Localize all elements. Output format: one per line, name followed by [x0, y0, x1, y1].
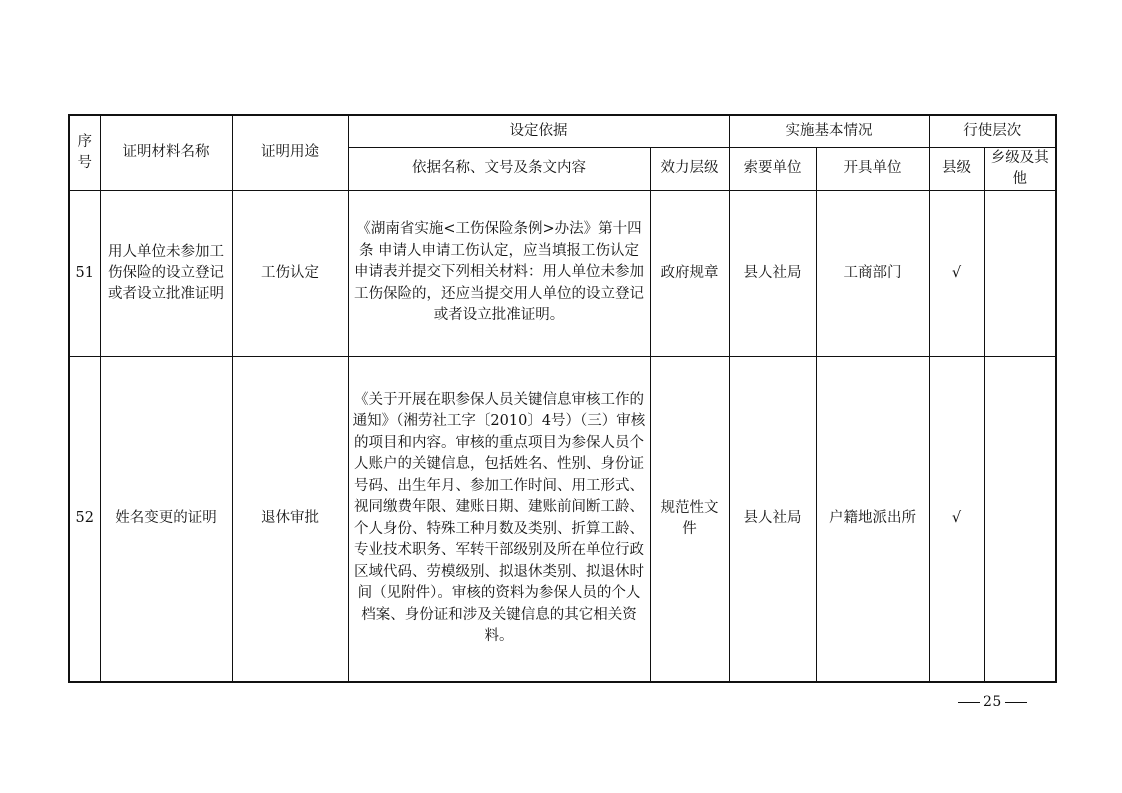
table-row	[69, 190, 1056, 356]
header-township: 乡级及其他	[984, 147, 1056, 190]
cell-seq: 51	[69, 190, 100, 356]
header-issuing-unit: 开具单位	[816, 147, 929, 190]
header-seq: 序号	[69, 115, 100, 190]
header-basis-group: 设定依据	[348, 115, 729, 147]
header-impl-group: 实施基本情况	[729, 115, 929, 147]
header-county: 县级	[929, 147, 984, 190]
certificate-table	[68, 114, 1057, 683]
cell-legal-level: 规范性文件	[650, 356, 729, 682]
cell-issuing-unit: 户籍地派出所	[816, 356, 929, 682]
cell-seq: 52	[69, 356, 100, 682]
cell-township	[984, 190, 1056, 356]
cell-requesting-unit: 县人社局	[729, 356, 816, 682]
header-row-1	[69, 115, 1056, 147]
cell-basis: 《关于开展在职参保人员关键信息审核工作的通知》（湘劳社工字〔2010〕4号）（三）审核的项目和内容。审核的重点项目为参保人员个人账户的关键信息，包括姓名、性别、身份证号码、出生年月、参加工作时间、用工形式、视同缴费年限、建账日期、建账前间断工龄、个人身份、特殊工种月数及类别、折算工龄、专业技术职务、军转干部级别及所在单位行政区域代码、劳模级别、拟退休类别、拟退休时间（见附件）。审核的资料为参保人员的个人档案、身份证和涉及关键信息的其它相关资料。	[348, 356, 650, 682]
cell-requesting-unit: 县人社局	[729, 190, 816, 356]
header-basis-text: 依据名称、文号及条文内容	[348, 147, 650, 190]
page-number	[955, 694, 1030, 710]
cell-material-name: 用人单位未参加工伤保险的设立登记或者设立批准证明	[100, 190, 232, 356]
cell-basis: 《湖南省实施<工伤保险条例>办法》第十四条 申请人申请工伤认定，应当填报工伤认定申请表并提交下列相关材料：用人单位未参加工伤保险的，还应当提交用人单位的设立登记或者设立批准证明。	[348, 190, 650, 356]
table-row	[69, 356, 1056, 682]
cell-legal-level: 政府规章	[650, 190, 729, 356]
cell-material-name: 姓名变更的证明	[100, 356, 232, 682]
header-level-group: 行使层次	[929, 115, 1056, 147]
cell-township	[984, 356, 1056, 682]
cell-purpose: 工伤认定	[232, 190, 348, 356]
header-purpose: 证明用途	[232, 115, 348, 190]
page-number-dash-left	[958, 702, 980, 703]
header-legal-level: 效力层级	[650, 147, 729, 190]
page-number-dash-right	[1005, 702, 1027, 703]
page-number-value: 25	[983, 694, 1002, 710]
cell-issuing-unit: 工商部门	[816, 190, 929, 356]
header-material-name: 证明材料名称	[100, 115, 232, 190]
cell-county-check: √	[929, 356, 984, 682]
cell-purpose: 退休审批	[232, 356, 348, 682]
cell-county-check: √	[929, 190, 984, 356]
header-requesting-unit: 索要单位	[729, 147, 816, 190]
